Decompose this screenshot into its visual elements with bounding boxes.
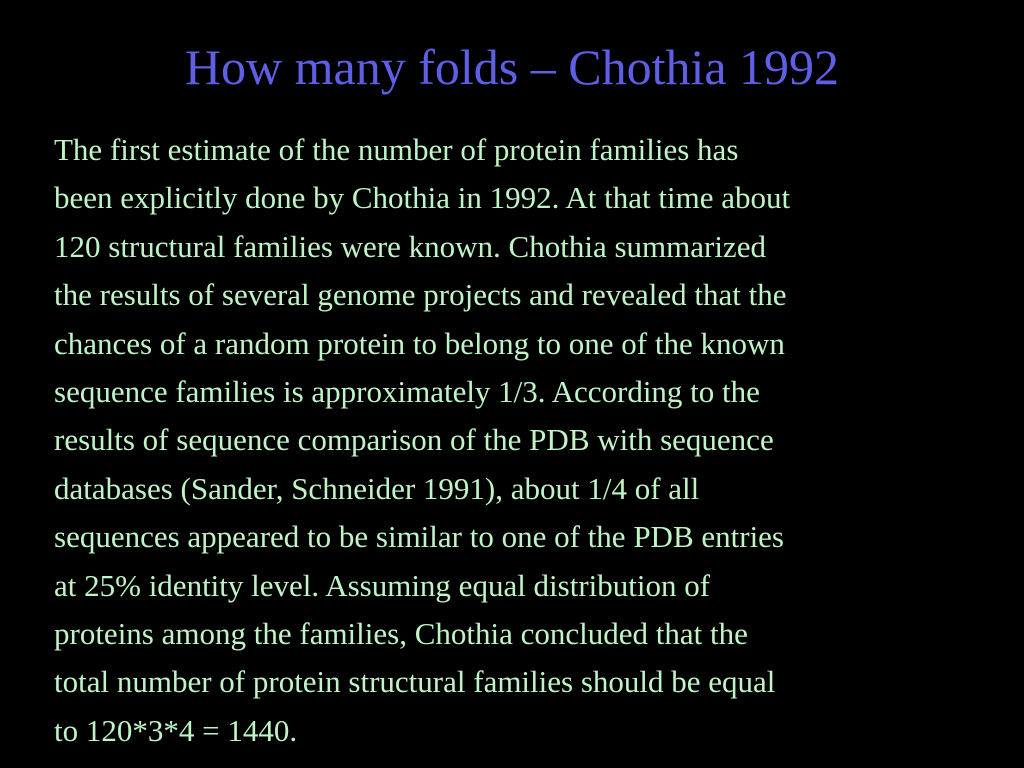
- slide-body-paragraph: [54, 126, 1024, 755]
- body-line: The first estimate of the number of protein families has: [54, 132, 739, 167]
- body-line: results of sequence comparison of the PDB with sequence: [54, 422, 774, 458]
- body-line: chances of a random protein to belong to one of the known: [54, 325, 785, 361]
- body-line: databases (Sander, Schneider 1991), about 1/4 of all: [54, 470, 700, 506]
- body-line: to 120*3*4 = 1440.: [54, 712, 298, 748]
- body-line: sequence families is approximately 1/3. According to the: [54, 374, 760, 410]
- body-line: 120 structural families were known. Chothia summarized: [54, 228, 766, 264]
- body-line: sequences appeared to be similar to one of the PDB entries: [54, 519, 784, 555]
- body-line: total number of protein structural families should be equal: [54, 664, 776, 700]
- slide-title: How many folds – Chothia 1992: [184, 39, 840, 95]
- body-line: been explicitly done by Chothia in 1992. At that time about: [54, 180, 791, 216]
- body-line: proteins among the families, Chothia concluded that the: [54, 616, 748, 652]
- body-line: at 25% identity level. Assuming equal distribution of: [54, 567, 711, 603]
- body-line: the results of several genome projects and revealed that the: [54, 277, 787, 313]
